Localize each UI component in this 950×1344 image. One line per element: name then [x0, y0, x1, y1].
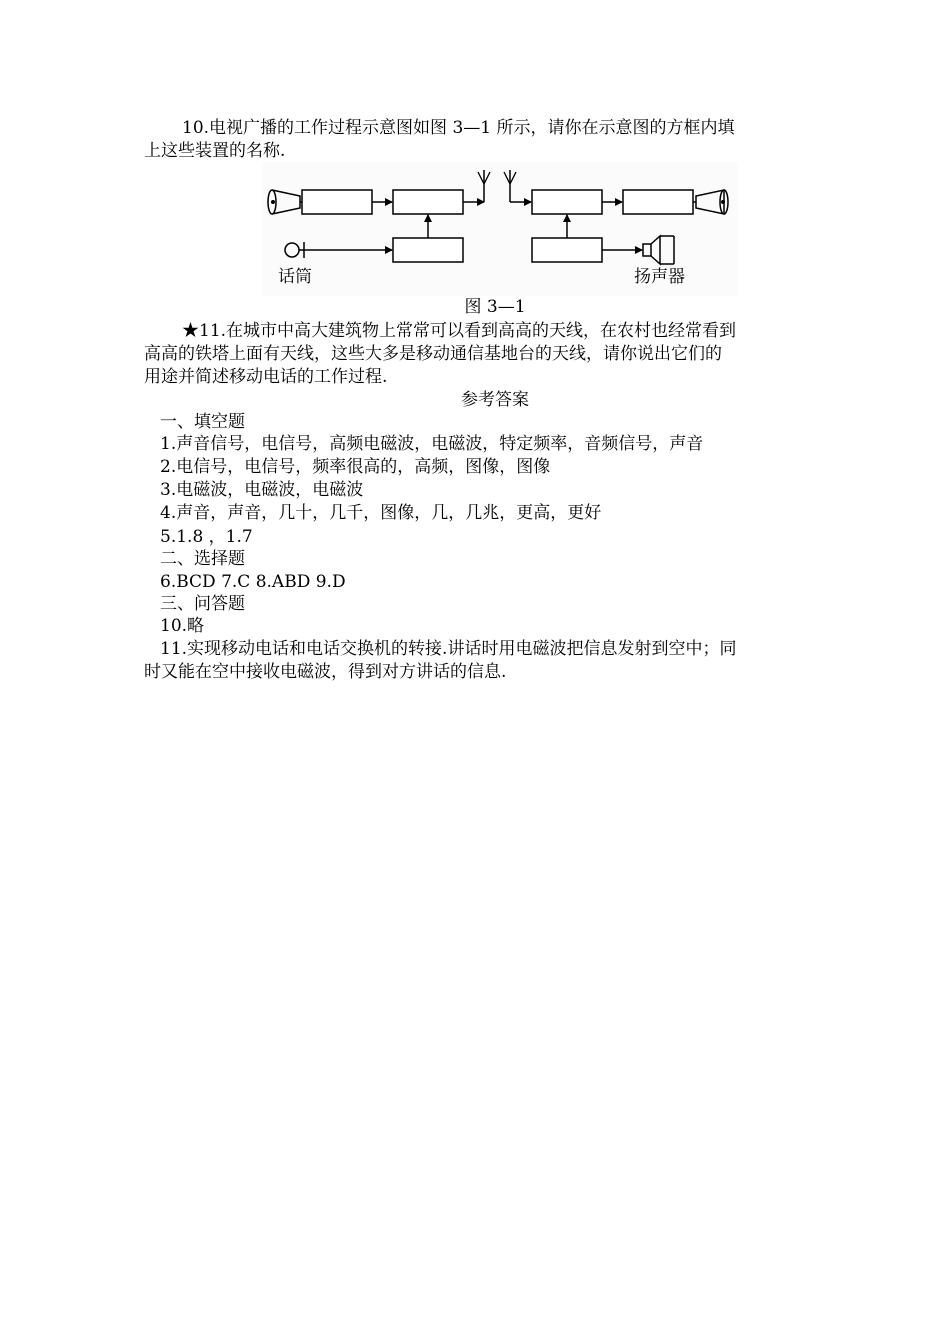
- section-questions: 三、问答题: [160, 594, 245, 614]
- tv-broadcast-diagram: [262, 162, 738, 296]
- box-receiver: [532, 190, 602, 214]
- question-10-line-2: 上这些装置的名称.: [144, 141, 286, 161]
- answer-10: 10.略: [160, 616, 205, 636]
- answer-1: 1.声音信号，电信号，高频电磁波，电磁波，特定频率，音频信号，声音: [160, 434, 704, 454]
- box-camera-tube: [302, 190, 372, 214]
- answer-3: 3.电磁波，电磁波，电磁波: [160, 480, 364, 500]
- answer-11-line-2: 时又能在空中接收电磁波，得到对方讲话的信息.: [144, 662, 507, 682]
- answer-11-line-1: 11.实现移动电话和电话交换机的转接.讲话时用电磁波把信息发射到空中；同: [160, 639, 737, 659]
- figure-caption: 图 3—1: [464, 297, 526, 317]
- box-picture-tube-driver: [623, 190, 693, 214]
- question-11-line-3: 用途并简述移动电话的工作过程.: [144, 367, 388, 387]
- question-10-line-1: 10.电视广播的工作过程示意图如图 3—1 所示，请你在示意图的方框内填: [182, 118, 735, 138]
- microphone-label: 话筒: [278, 267, 312, 287]
- answer-4: 4.声音，声音，几十，几千，图像，几，几兆，更高，更好: [160, 503, 602, 523]
- box-modulator: [393, 190, 463, 214]
- box-audio-amplifier: [532, 238, 602, 262]
- answer-6-9: 6.BCD 7.C 8.ABD 9.D: [160, 572, 346, 592]
- box-audio-modulator: [393, 238, 463, 262]
- section-fill-in: 一、填空题: [160, 412, 245, 432]
- speaker-label: 扬声器: [634, 267, 685, 287]
- section-multiple-choice: 二、选择题: [160, 549, 245, 569]
- question-11-line-1: ★11.在城市中高大建筑物上常常可以看到高高的天线，在农村也经常看到: [182, 321, 737, 341]
- answer-5: 5.1.8 ，1.7: [160, 527, 253, 547]
- answer-2: 2.电信号，电信号，频率很高的，高频，图像，图像: [160, 457, 551, 477]
- question-11-line-2: 高高的铁塔上面有天线，这些大多是移动通信基地台的天线，请你说出它们的: [144, 344, 722, 364]
- answers-title: 参考答案: [461, 390, 529, 410]
